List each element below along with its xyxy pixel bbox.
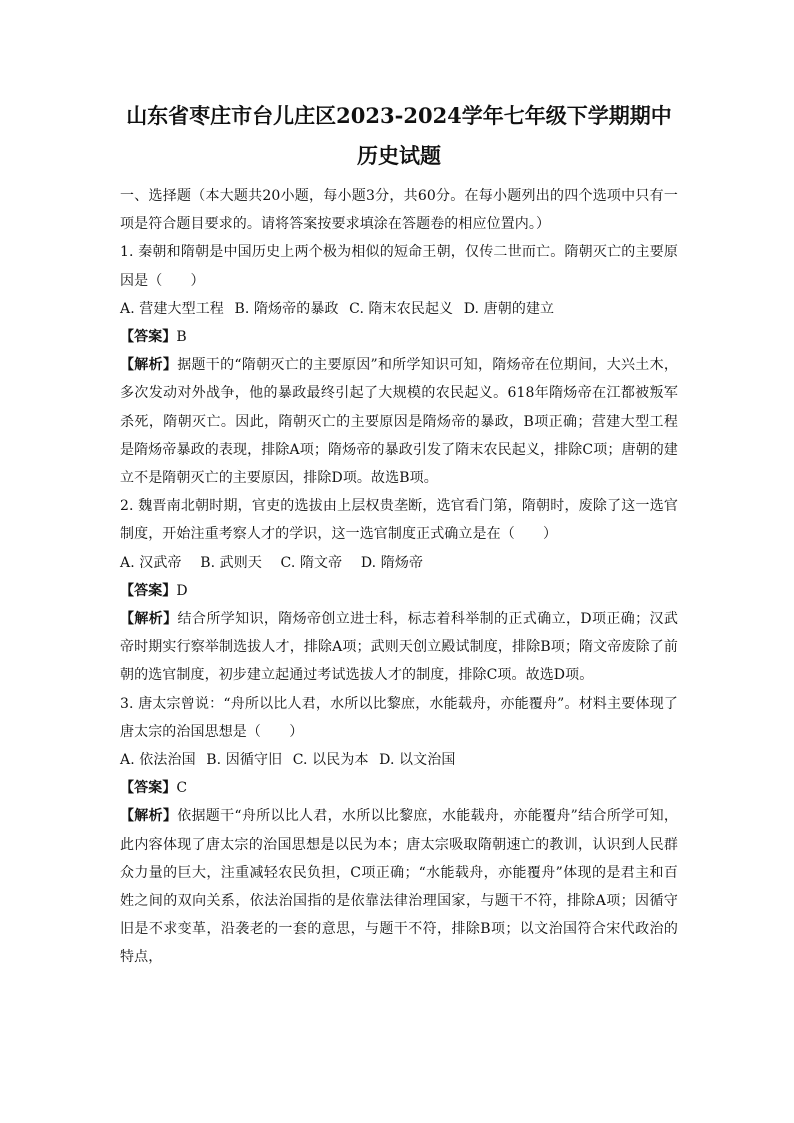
question-3-answer [120, 774, 678, 802]
question-1-options [120, 295, 678, 323]
answer-tag: 【答案】 [120, 329, 177, 346]
section-intro: 一、选择题（本大题共20小题，每小题3分，共60分。在每小题列出的四个选项中只有一项是符合题目要求的。请将答案按要求填涂在答题卷的相应位置内。） [120, 188, 678, 233]
question-3-stem: 3. 唐太宗曾说：“舟所以比人君，水所以比黎庶，水能载舟，亦能覆舟”。材料主要体现了唐太宗的治国思想是（ ） [120, 695, 678, 740]
option-b: B. 武则天 [200, 554, 262, 571]
page-title: 山东省枣庄市台儿庄区2023-2024学年七年级下学期期中 [126, 103, 672, 128]
option-c: C. 隋末农民起义 [349, 300, 454, 317]
answer-tag: 【答案】 [120, 582, 177, 599]
analysis-tag: 【解析】 [120, 611, 178, 628]
question-2-answer [120, 577, 678, 605]
analysis-tag: 【解析】 [120, 808, 178, 825]
question-3-analysis [120, 802, 678, 971]
question-1-analysis [120, 351, 678, 492]
question-2-stem: 2. 魏晋南北朝时期，官吏的选拔由上层权贵垄断，选官看门第，隋朝时，废除了这一选官制度，开始注重考察人才的学识，这一选官制度正式确立是在（ ） [120, 498, 678, 543]
option-a: A. 汉武帝 [120, 554, 182, 571]
question-1-stem: 1. 秦朝和隋朝是中国历史上两个极为相似的短命王朝，仅传二世而亡。隋朝灭亡的主要原因是（ ） [120, 244, 678, 289]
option-d: D. 隋炀帝 [360, 554, 424, 571]
question-2-options [120, 549, 678, 577]
question-3-options [120, 746, 678, 774]
option-d: D. 唐朝的建立 [463, 300, 555, 317]
answer-value: B [176, 329, 187, 346]
answer-value: C [176, 780, 188, 797]
option-c: C. 隋文帝 [280, 554, 343, 571]
question-2-analysis [120, 605, 678, 690]
analysis-text: 依据题干“舟所以比人君，水所以比黎庶，水能载舟，亦能覆舟”结合所学可知，此内容体现了唐太宗的治国思想是以民为本；唐太宗吸取隋朝速亡的教训，认识到人民群众力量的巨大，注重减轻农民负担，C项正确；“水能载舟，亦能覆舟”体现的是君主和百姓之间的双向关系，依法治国指的是依靠法律治理国家，与题干不符，排除A项；因循守旧是不求变革，沿袭老的一套的意思，与题干不符，排除B项；以文治国符合宋代政治的特点， [120, 808, 678, 966]
analysis-text: 据题干的“隋朝灭亡的主要原因”和所学知识可知，隋炀帝在位期间，大兴土木，多次发动对外战争，他的暴政最终引起了大规模的农民起义。618年隋炀帝在江都被叛军杀死，隋朝灭亡。因此，隋朝灭亡的主要原因是隋炀帝的暴政，B项正确；营建大型工程是隋炀帝暴政的表现，排除A项；隋炀帝的暴政引发了隋末农民起义，排除C项；唐朝的建立不是隋朝灭亡的主要原因，排除D项。故选B项。 [120, 357, 678, 487]
answer-value: D [176, 582, 188, 599]
option-a: A. 营建大型工程 [120, 300, 224, 317]
answer-tag: 【答案】 [120, 780, 177, 797]
option-b: B. 隋炀帝的暴政 [234, 300, 339, 317]
question-1-answer [120, 323, 678, 351]
option-c: C. 以民为本 [292, 752, 369, 769]
page-subtitle: 历史试题 [357, 143, 441, 168]
option-a: A. 依法治国 [120, 752, 196, 769]
analysis-tag: 【解析】 [120, 357, 178, 374]
option-b: B. 因循守旧 [206, 752, 283, 769]
option-d: D. 以文治国 [379, 752, 456, 769]
analysis-text: 结合所学知识，隋炀帝创立进士科，标志着科举制的正式确立，D项正确；汉武帝时期实行察举制选拔人才，排除A项；武则天创立殿试制度，排除B项；隋文帝废除了前朝的选官制度，初步建立起通过考试选拔人才的制度，排除C项。故选D项。 [120, 611, 678, 684]
